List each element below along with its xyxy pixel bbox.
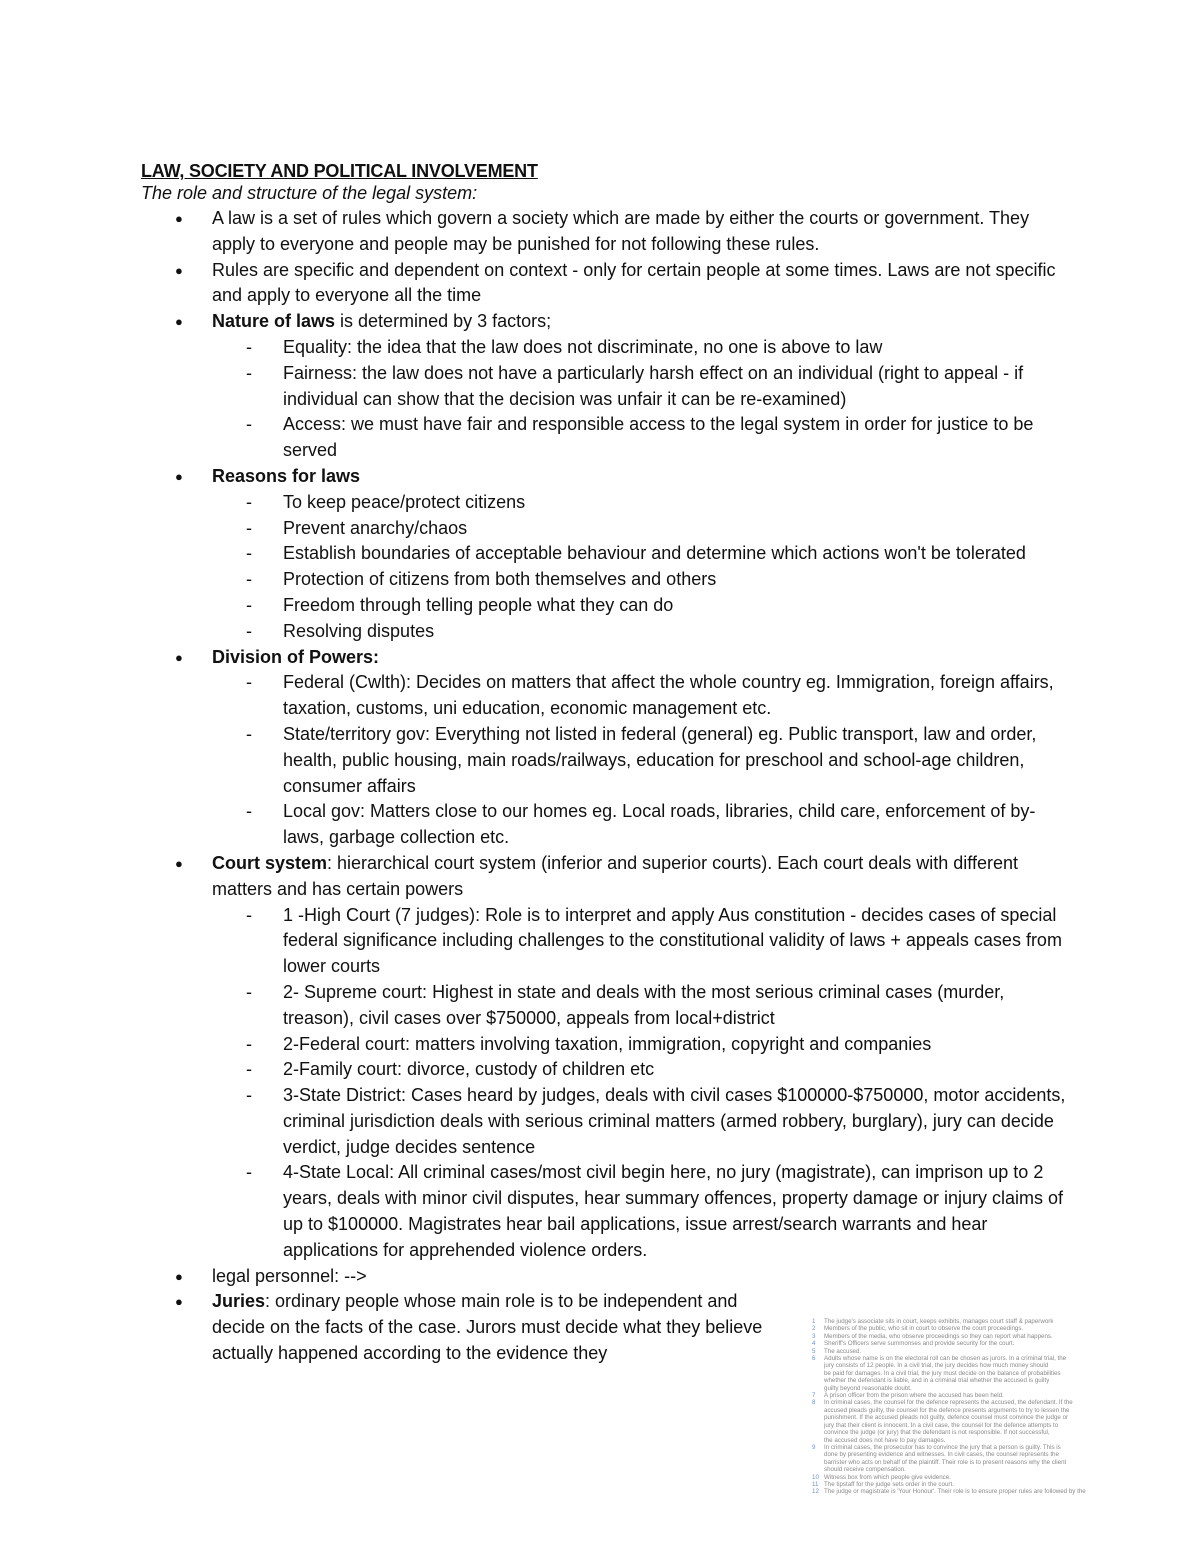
figure-line-text: jury that their client is innocent. In a civil case, the counsel for the defence attempts to: [824, 1421, 1059, 1429]
sub-list-item-text: Freedom through telling people what they can do: [283, 594, 674, 615]
figure-line-number: 4: [812, 1340, 816, 1348]
dash-icon: -: [246, 414, 252, 435]
sub-list-item-text: 2-Federal court: matters involving taxation, immigration, copyright and companies: [283, 1033, 932, 1054]
dash-icon: -: [246, 904, 252, 925]
sub-list-item-text: To keep peace/protect citizens: [283, 491, 526, 512]
page-title: LAW, SOCIETY AND POLITICAL INVOLVEMENT: [141, 161, 538, 181]
sub-list-item: [212, 1057, 1071, 1083]
list-item-text: is determined by 3 factors;: [335, 311, 552, 332]
figure-line-number: 8: [812, 1399, 816, 1407]
list-item-rules-vs-laws: [141, 258, 1071, 310]
dash-icon: -: [246, 569, 252, 590]
figure-line: [812, 1474, 1120, 1481]
figure-line: [812, 1318, 1120, 1325]
figure-line-text: Members of the media, who observe proceedings so they can report what happens.: [824, 1332, 1053, 1340]
sub-list-item-text: Protection of citizens from both themselves and others: [283, 569, 717, 590]
figure-line-text: done by presenting evidence and witnesses. In civil cases, the counsel represents the: [824, 1451, 1059, 1459]
dash-icon: -: [246, 1059, 252, 1080]
figure-line: [812, 1466, 1120, 1473]
figure-line: [812, 1377, 1120, 1384]
sub-list-item-text: Prevent anarchy/chaos: [283, 517, 468, 538]
figure-line-text: guilty beyond reasonable doubt.: [824, 1384, 912, 1392]
figure-line-text: In criminal cases, the prosecutor has to convince the jury that a person is guilty. This is: [824, 1443, 1061, 1451]
list-item-label: Nature of laws: [212, 311, 336, 332]
sub-list-item: [212, 1032, 1071, 1058]
sub-list-item-text: Equality: the idea that the law does not discriminate, no one is above to law: [283, 336, 883, 357]
figure-line-text: jury consists of 12 people. In a civil trial, the jury decides how much money should: [824, 1362, 1049, 1370]
notes-content: [141, 206, 1071, 1370]
list-item-label: Division of Powers:: [212, 646, 380, 667]
figure-line-text: Adults whose name is on the electoral roll can be chosen as jurors. In a criminal trial, the: [824, 1355, 1067, 1363]
bullet-icon: ●: [175, 1268, 183, 1284]
bullet-icon: ●: [175, 262, 183, 278]
figure-line: [812, 1399, 1120, 1406]
dash-icon: -: [246, 1085, 252, 1106]
bullet-icon: ●: [175, 314, 183, 330]
sub-list-item: [212, 722, 1071, 799]
figure-line: [812, 1429, 1120, 1436]
figure-line-number: 1: [812, 1318, 816, 1325]
figure-line: [812, 1362, 1120, 1369]
bullet-icon: ●: [175, 855, 183, 871]
sub-list-item-text: Access: we must have fair and responsible access to the legal system in order for justice to be served: [283, 414, 1034, 461]
figure-line-text: be paid for damages. In a civil trial, the jury must decide on the balance of probabilities: [824, 1369, 1061, 1377]
page-subtitle: The role and structure of the legal system:: [141, 183, 478, 203]
dash-icon: -: [246, 336, 252, 357]
bullet-icon: ●: [175, 1294, 183, 1310]
figure-line: [812, 1481, 1120, 1488]
figure-line-text: punishment. If the accused pleads not guilty, defence counsel must convince the judge or: [824, 1414, 1069, 1422]
bullet-icon: ●: [175, 468, 183, 484]
sub-list-item: [212, 412, 1071, 464]
figure-line: [812, 1348, 1120, 1355]
sub-list-item-text: Resolving disputes: [283, 620, 435, 641]
figure-line-text: The accused.: [824, 1347, 862, 1355]
dash-icon: -: [246, 517, 252, 538]
figure-line: [812, 1422, 1120, 1429]
sub-list: [212, 670, 1071, 851]
list-item-text: : hierarchical court system (inferior and superior courts). Each court deals with different matters and has certain powers: [212, 852, 1018, 899]
figure-line-text: The tipstaff for the judge sets order in the court.: [824, 1480, 954, 1488]
sub-list-item-text: Local gov: Matters close to our homes eg. Local roads, libraries, child care, enforcement of by-laws, garbage collection etc.: [283, 801, 1036, 848]
dash-icon: -: [246, 620, 252, 641]
sub-list-item-text: Federal (Cwlth): Decides on matters that affect the whole country eg. Immigration, foreign affairs, taxation, customs, uni education, economic management etc.: [283, 672, 1054, 719]
sub-list-item-text: Establish boundaries of acceptable behaviour and determine which actions won't be tolerated: [283, 543, 1026, 564]
sub-list: [212, 903, 1071, 1264]
figure-line-text: Members of the public, who sit in court to observe the court proceedings.: [824, 1325, 1024, 1333]
list-item-text: : ordinary people whose main role is to be independent and decide on the facts of the case. Jurors must decide what they believe actually happened according to the evidence they: [212, 1291, 763, 1364]
sub-list-item-text: 2- Supreme court: Highest in state and deals with the most serious criminal cases (murder, treason), civil cases over $750000, appeals from local+district: [283, 981, 1005, 1028]
sub-list-item: [212, 490, 1071, 516]
dash-icon: -: [246, 362, 252, 383]
figure-line: [812, 1385, 1120, 1392]
sub-list-item-text: 1 -High Court (7 judges): Role is to interpret and apply Aus constitution - decides cases of special federal significance including challenges to the constitutional validity of laws + appeals cases from lower courts: [283, 904, 1062, 977]
figure-line-text: A prison officer from the prison where the accused has been held.: [824, 1392, 1004, 1400]
sub-list-item: [212, 567, 1071, 593]
sub-list-item: [212, 903, 1071, 980]
figure-line: [812, 1437, 1120, 1444]
sub-list-item: [212, 799, 1071, 851]
figure-line-number: 11: [812, 1480, 819, 1488]
sub-list-item: [212, 619, 1071, 645]
dash-icon: -: [246, 1162, 252, 1183]
sub-list-item-text: 2-Family court: divorce, custody of children etc: [283, 1059, 655, 1080]
dash-icon: -: [246, 594, 252, 615]
figure-line-text: Sheriff's Officers serve summonses and provide security for the court.: [824, 1340, 1015, 1348]
bullet-icon: ●: [175, 211, 183, 226]
dash-icon: -: [246, 543, 252, 564]
sub-list-item: [212, 335, 1071, 361]
bullet-list: [141, 206, 1071, 1370]
sub-list-item: [212, 361, 1071, 413]
sub-list-item: [212, 1083, 1071, 1160]
sub-list-item-text: 4-State Local: All criminal cases/most civil begin here, no jury (magistrate), can imprison up to 2 years, deals with minor civil disputes, hear summary offences, property damage or injury claims of up to $100000. Magistrates hear bail applications, issue arrest/search warrants and hear applications for apprehended violence orders.: [283, 1162, 1063, 1260]
figure-line: [812, 1333, 1120, 1340]
dash-icon: -: [246, 723, 252, 744]
dash-icon: -: [246, 801, 252, 822]
figure-line-number: 12: [812, 1488, 819, 1496]
figure-line: [812, 1340, 1120, 1347]
figure-text-list: [812, 1318, 1120, 1496]
figure-line: [812, 1325, 1120, 1332]
figure-line: [812, 1355, 1120, 1362]
figure-line: [812, 1459, 1120, 1466]
list-item-division-of-powers: [141, 645, 1071, 851]
legal-personnel-figure: [812, 1318, 1120, 1553]
dash-icon: -: [246, 491, 252, 512]
sub-list-item: [212, 980, 1071, 1032]
list-item-law-definition: [141, 206, 1071, 258]
figure-line-text: accused pleads guilty, the counsel for the defence presents arguments to try to lessen the: [824, 1406, 1070, 1414]
figure-line: [812, 1451, 1120, 1458]
list-item-label: Reasons for laws: [212, 465, 361, 486]
dash-icon: -: [246, 672, 252, 693]
figure-line-text: barrister who acts on behalf of the plaintiff. Their role is to present reasons why the client: [824, 1458, 1067, 1466]
list-item-legal-personnel: [141, 1264, 1071, 1290]
sub-list: [212, 490, 1071, 645]
sub-list-item-text: State/territory gov: Everything not listed in federal (general) eg. Public transport, law and order, health, public housing, main roads/railways, education for preschool and school-age children, consumer affairs: [283, 723, 1037, 796]
sub-list-item: [212, 593, 1071, 619]
figure-line-number: 10: [812, 1473, 819, 1481]
sub-list-item: [212, 516, 1071, 542]
dash-icon: -: [246, 1033, 252, 1054]
figure-line-text: should receive compensation.: [824, 1466, 906, 1474]
sub-list: [212, 335, 1071, 464]
bullet-icon: ●: [175, 649, 183, 665]
list-item-text: A law is a set of rules which govern a society which are made by either the courts or government. They apply to everyone and people may be punished for not following these rules.: [212, 208, 1030, 254]
list-item-label: Juries: [212, 1291, 266, 1312]
list-item-text: Rules are specific and dependent on context - only for certain people at some times. Laws are not specific and apply to everyone all the time: [212, 259, 1056, 306]
list-item-reasons-for-laws: [141, 464, 1071, 645]
figure-line: [812, 1370, 1120, 1377]
figure-line: [812, 1407, 1120, 1414]
figure-line-text: Witness box from which people give evidence.: [824, 1473, 951, 1481]
list-item-court-system: [141, 851, 1071, 1264]
figure-line-number: 3: [812, 1332, 816, 1340]
list-item-nature-of-laws: [141, 309, 1071, 464]
sub-list-item: [212, 541, 1071, 567]
figure-line-text: the accused does not have to pay damages.: [824, 1436, 946, 1444]
sub-list-item: [212, 1160, 1071, 1263]
sub-list-item-text: Fairness: the law does not have a particularly harsh effect on an individual (right to appeal - if individual can show that the decision was unfair it can be re-examined): [283, 362, 1024, 409]
sub-list-item: [212, 670, 1071, 722]
figure-line-number: 9: [812, 1443, 816, 1451]
sub-list-item-text: 3-State District: Cases heard by judges, deals with civil cases $100000-$750000, motor accidents, criminal jurisdiction deals with serious criminal matters (armed robbery, burglary), jury can decide verdict, judge decides sentence: [283, 1085, 1066, 1157]
juries-paragraph: [212, 1289, 772, 1366]
figure-line-text: The judge or magistrate is 'Your Honour'. Their role is to ensure proper rules are followed by the: [824, 1488, 1086, 1496]
figure-line-text: whether the defendant is liable, and in a criminal trial whether the accused is guilty: [824, 1377, 1050, 1385]
figure-line-number: 7: [812, 1392, 816, 1400]
dash-icon: -: [246, 981, 252, 1002]
figure-line-number: 2: [812, 1325, 816, 1333]
figure-line: [812, 1444, 1120, 1451]
figure-line: [812, 1392, 1120, 1399]
figure-line-number: 5: [812, 1347, 816, 1355]
figure-line-text: convince the judge (or jury) that the defendant is not responsible. If not successful,: [824, 1429, 1050, 1437]
figure-line-number: 6: [812, 1355, 816, 1363]
figure-line: [812, 1488, 1120, 1495]
figure-line: [812, 1414, 1120, 1421]
figure-line-text: In criminal cases, the counsel for the defence represents the accused, the defendant. If the: [824, 1399, 1073, 1407]
list-item-label: Court system: [212, 852, 328, 873]
list-item-text: legal personnel: -->: [212, 1265, 367, 1286]
figure-line-text: The judge's associate sits in court, keeps exhibits, manages court staff & paperwork: [824, 1318, 1054, 1325]
